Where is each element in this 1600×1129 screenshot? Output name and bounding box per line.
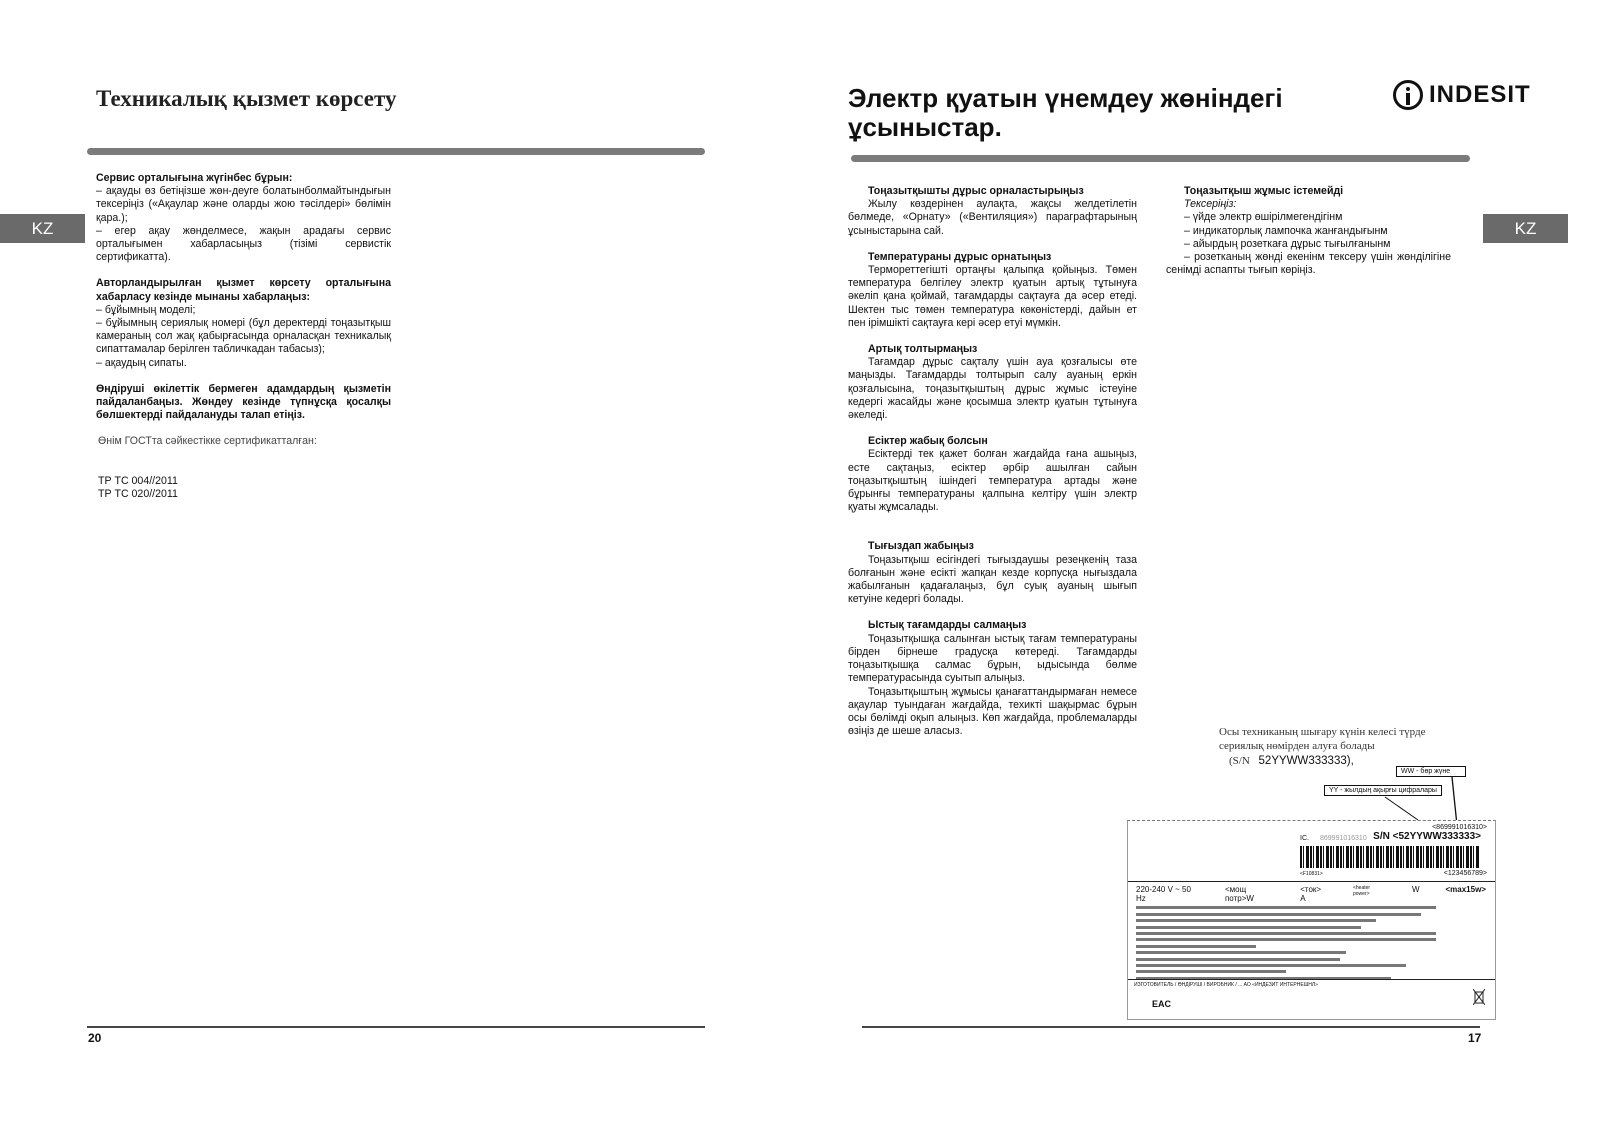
tip-heading: Артық толтырмаңыз <box>868 343 978 356</box>
label-fine-print <box>1136 903 1436 983</box>
page-title-right: Электр қуатын үнемдеу жөніндегі ұсыныстар. <box>848 83 1283 142</box>
label-voltage: 220-240 V ~ 50 Hz <box>1136 885 1191 903</box>
label-current: <ток> A <box>1300 885 1322 903</box>
weee-bin-icon <box>1473 989 1485 1005</box>
pointer-yy <box>1385 797 1418 820</box>
label-code-left: <F10831> <box>1300 871 1323 877</box>
label-code-right: <123456789> <box>1443 870 1487 877</box>
section-heading: Сервис орталығына жүгінбес бұрын: <box>96 172 293 184</box>
not-working-heading: Тоңазытқыш жұмыс істемейді <box>1184 185 1344 197</box>
label-lamp: <max15w> <box>1445 885 1486 894</box>
section-heading: Авторландырылған қызмет көрсету орталығына хабарласу кезінде мынаны хабарлаңыз: <box>96 277 391 303</box>
title-divider-right <box>851 155 1470 162</box>
label-ic-value: 869991016310 <box>1320 835 1367 842</box>
label-heater: <heater power> <box>1352 885 1371 897</box>
serial-note <box>1219 725 1425 768</box>
cert-note: Өнім ГОСТта сәйкестікке сертификатталған: <box>98 435 317 448</box>
footer-line-right <box>862 1026 1480 1028</box>
tip-body: Тағамдар дұрыс сақталу үшін ауа қозғалысы өте маңызды. Тағамдарды толтырып салу ауаның еркін қозғалысына, тоңазытқыштың дұрыс жұмыс істеуіне кедергі жасайды және қосымша электр қуатын тұтынуға әкеледі. <box>848 356 1137 422</box>
section-line: – ақаудың сипаты. <box>96 356 187 369</box>
check-item: – үйде электр өшірілмегендігінм <box>1184 211 1343 224</box>
tip-body: Есіктерді тек қажет болған жағдайда ғана ашыңыз, есте сақтаңыз, есіктер әрбір ашылған сайын тоңазытқыштың ішіндегі температура артады және бұрынғы температураны қалпына келтіру үшін электр қуаты жұмсалады. <box>848 448 1137 514</box>
service-column <box>96 172 391 501</box>
label-serial: S/N <52YYWW333333> <box>1373 831 1481 842</box>
tip-body: Термореттегішті ортаңғы қалыпқа қойыңыз. Төмен температура белгілеу электр қуатын артық тұтынуға әкеліп қана қоймай, тағамдарды сақтауға да әсер етеді. Шектен тыс төмен температура көкөністерді, дайын ет пен ірімшікті сақтауға кері әсер етуі мүмкін. <box>848 264 1137 329</box>
callout-ww: WW - бөр жүне <box>1396 766 1466 777</box>
page-title-left: Техникалық қызмет көрсету <box>96 86 397 111</box>
serial-note-line: сериялық нөмірден алуға болады <box>1219 740 1375 752</box>
callout-yy: YY - жылдың ақырғы цифралары <box>1324 785 1442 796</box>
language-tab-left <box>0 214 85 243</box>
tip-heading: Тығыздап жабыңыз <box>868 540 974 553</box>
label-ic: IC. <box>1300 835 1309 842</box>
cert-item: ТР ТС 020//2011 <box>98 487 178 500</box>
warning-heading: Өндіруші өкілеттік бермеген адамдардың қызметін пайдаланбаңыз. Жөндеу кезінде түпнұсқа қосалқы бөлшектерді пайдалануды талап етіңіз. <box>96 382 391 422</box>
serial-example: 52YYWW333333), <box>1258 755 1354 767</box>
tip-heading: Тоңазытқышты дұрыс орналастырыңыз <box>868 185 1084 197</box>
logo-i-icon <box>1393 80 1423 110</box>
serial-prefix: (S/N <box>1229 755 1250 767</box>
tip-body: Тоңазытқыштың жұмысы қанағаттандырмаған немесе ақаулар туындаған жағдайда, техикті шақырмас бұрын осы бөлімді оқып алыңыз. Көп жағдайда, проблемаларды өзіңіз де шеше аласыз. <box>848 685 1137 738</box>
section-line: – егер ақау жөнделмесе, жақын арадағы сервис орталығымен хабарласыңыз (тізімі сервистік сертификатта). <box>96 224 391 264</box>
label-power: <мощ потр>W <box>1224 885 1254 903</box>
energy-tips-column <box>848 185 1137 738</box>
tip-heading: Температураны дұрыс орнатыңыз <box>868 250 1052 263</box>
section-line: – бұйымның сериялық номері (бұл деректерді тоңазытқыш камераның сол жақ қабырғасында орналасқан техникалық сипаттамалар берілген табличкадан табасыз); <box>96 317 391 356</box>
check-item: – индикаторлық лампочка жанғандығынм <box>1184 224 1388 237</box>
label-electrical-row <box>1136 885 1486 903</box>
eac-mark: EAC <box>1152 999 1172 1009</box>
not-working-column <box>1166 185 1451 277</box>
barcode <box>1300 846 1480 868</box>
label-code-top: <869991016310> <box>1432 824 1487 831</box>
tip-body: Тоңазытқышқа салынған ыстық тағам температураны бірден бірнеше градусқа көтереді. Тағамдарды тоңазытқышқа салмас бұрын, ыдысында бөлме температурасында суытып алыңыз. <box>848 632 1137 685</box>
cert-item: ТР ТС 004//2011 <box>98 474 178 487</box>
label-watt: W <box>1411 885 1420 894</box>
footer-line-left <box>87 1026 705 1028</box>
tip-body: Тоңазытқыш есігіндегі тығыздаушы резеңкенің таза болғанын және есікті жапқан кезде корпусқа нығыздала жабылғанын қадағалаңыз, бұл суық ауаның шығып кетуіне кедергі болады. <box>848 553 1137 606</box>
page-number-right: 17 <box>1468 1031 1482 1045</box>
check-label: Тексеріңіз: <box>1184 198 1237 211</box>
language-tab-label: KZ <box>1514 219 1537 238</box>
section-line: – ақауды өз бетіңізше жөн-деуге болатынболмайтындығын тексеріңіз («Ақаулар және оларды жою тәсілдері» бөлімін қара.); <box>96 185 391 224</box>
language-tab-label: KZ <box>31 219 54 238</box>
title-divider-left <box>87 148 705 155</box>
check-item: – розетканың жөнді екенінм тексеру үшін жөнділігіне сенімді аспапты тығып көріңіз. <box>1166 251 1451 277</box>
indesit-logo <box>1393 80 1531 110</box>
tip-heading: Ыстық тағамдарды салмаңыз <box>868 619 1027 632</box>
check-item: – айырдың розеткаға дұрыс тығылғанынм <box>1184 237 1391 250</box>
tip-body: Жылу көздерінен аулақта, жақсы желдетілетін бөлмеде, «Орнату» («Вентиляция») параграфтарының ұсыныстарына сай. <box>848 198 1137 237</box>
section-line: – бұйымның моделі; <box>96 303 196 316</box>
rating-plate <box>1127 820 1496 1020</box>
brand-name: INDESIT <box>1429 81 1531 108</box>
language-tab-right <box>1483 214 1568 243</box>
tip-heading: Есіктер жабық болсын <box>868 435 988 448</box>
label-manufacturer: ИЗГОТОВИТЕЛЬ / ӨНДІРУШІ / ВИРОБНИК / ... АО «ИНДЕЗИТ ИНТЕРНЕШНЛ» <box>1134 982 1318 988</box>
serial-note-line: Осы техниканың шығару күнін келесі түрде <box>1219 726 1426 738</box>
page-number-left: 20 <box>88 1031 102 1045</box>
